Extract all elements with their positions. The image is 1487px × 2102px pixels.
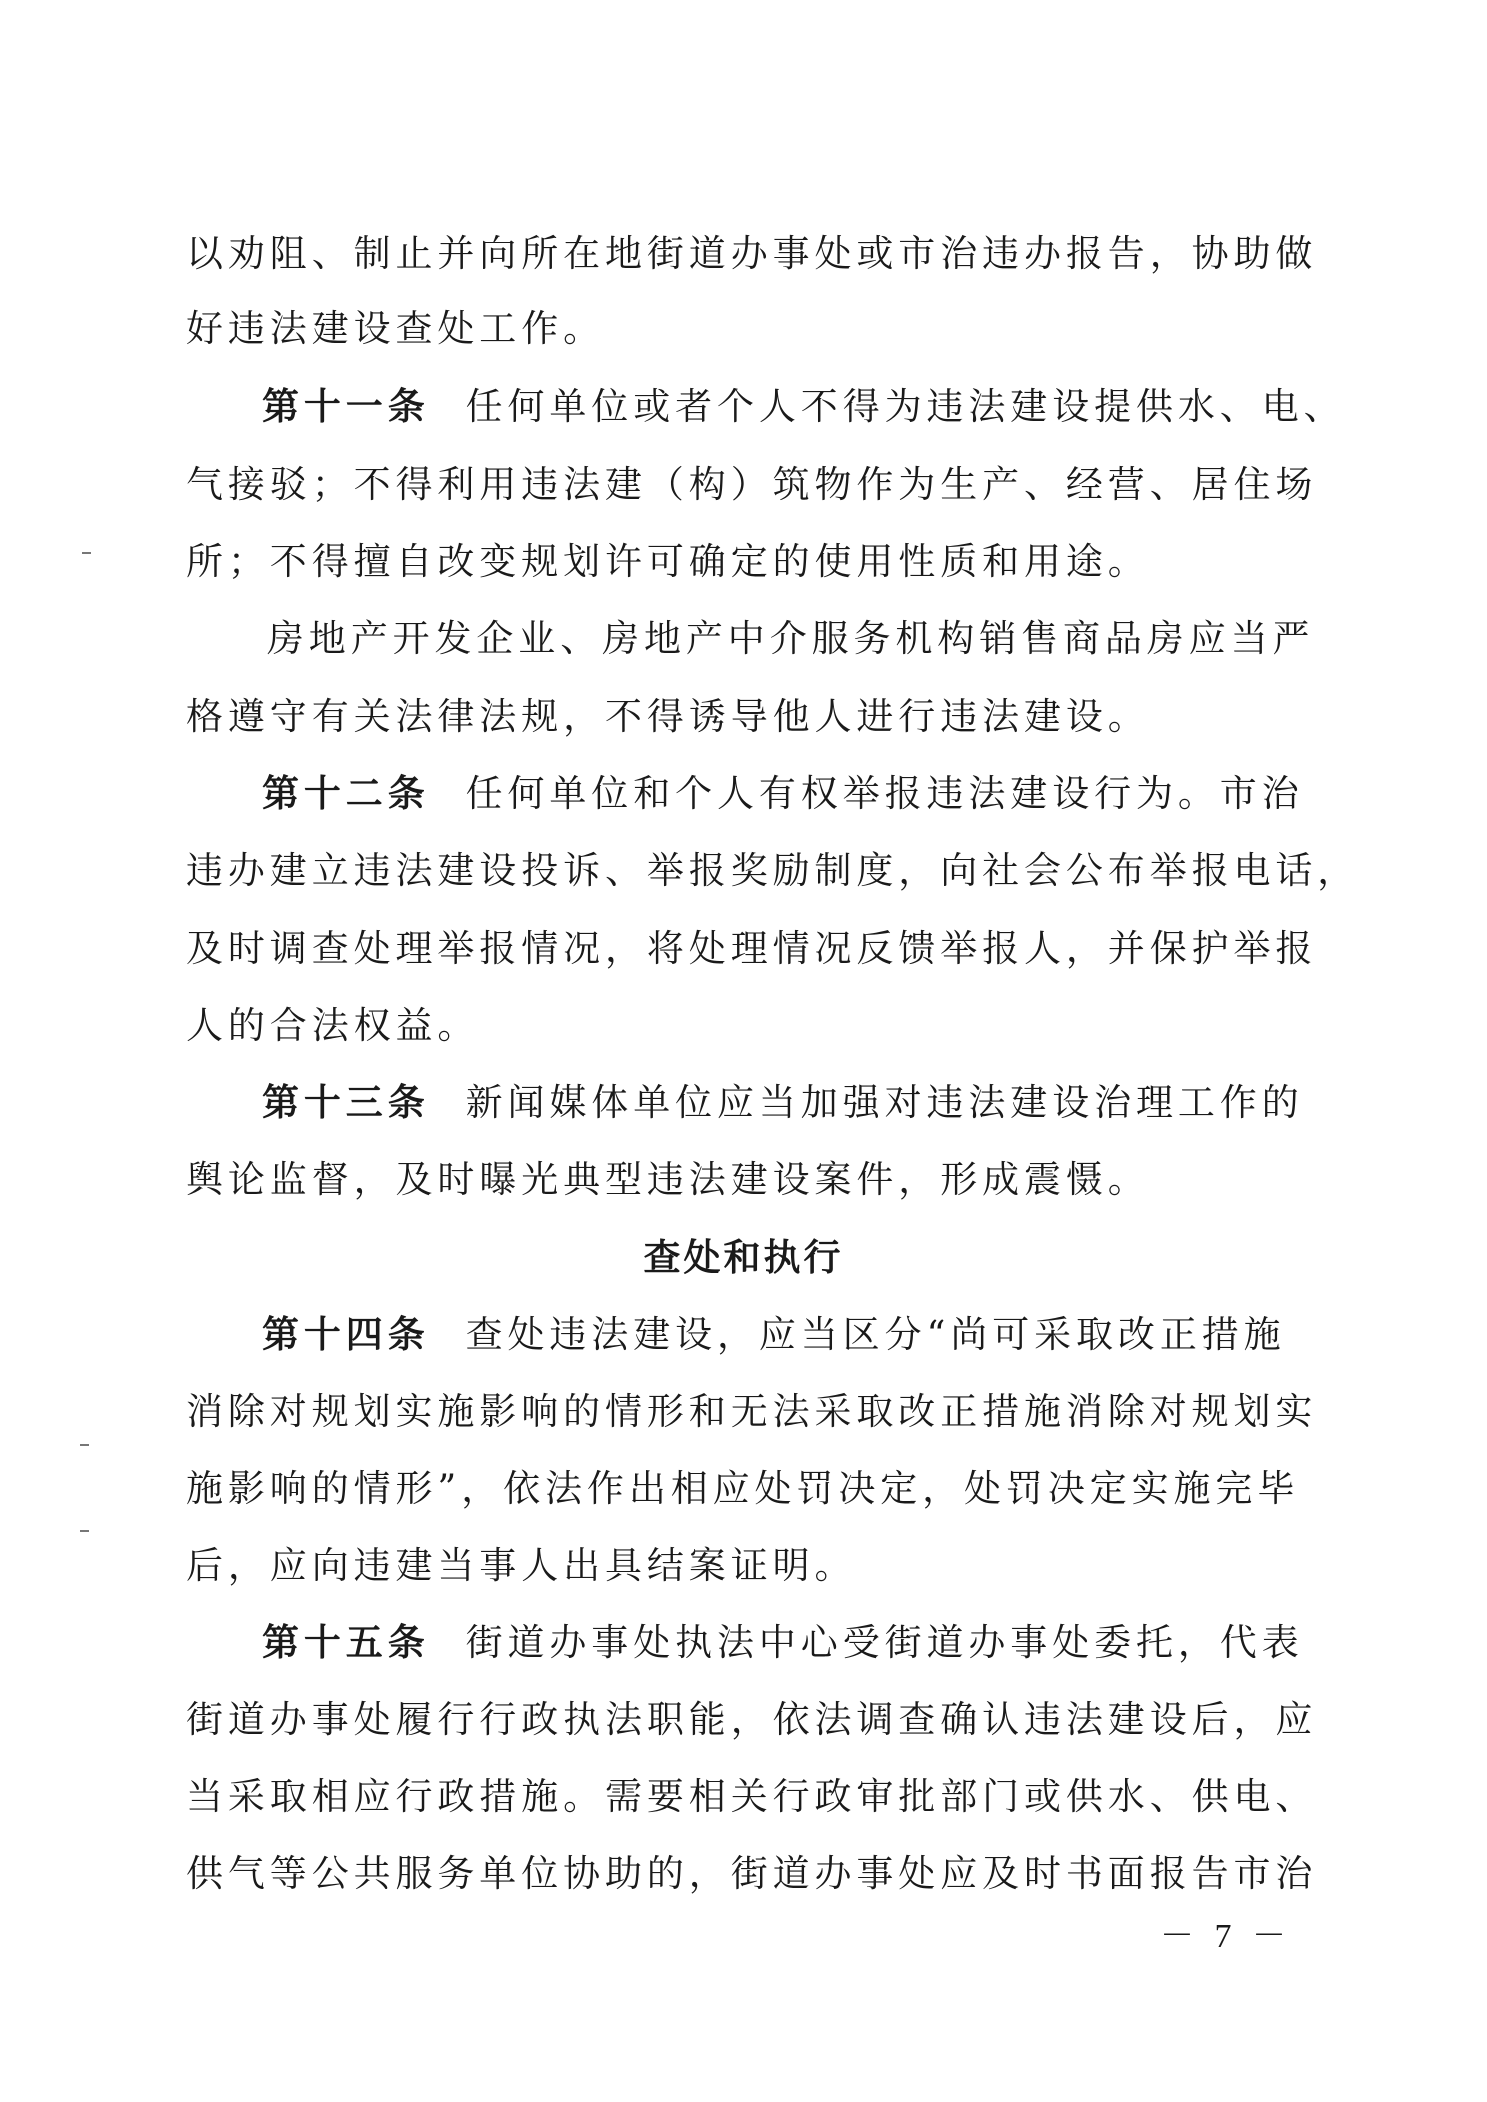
page-number: － 7 － (1160, 1918, 1292, 1955)
text-line: 及时调查处理举报情况，将处理情况反馈举报人，并保护举报 (186, 927, 1318, 970)
article-title: 第十四条 (262, 1313, 430, 1356)
text-line: 消除对规划实施影响的情形和无法采取改正措施消除对规划实 (186, 1390, 1318, 1433)
article-title: 第十二条 (262, 772, 430, 815)
section-heading: 查处和执行 (643, 1236, 844, 1279)
text-line: 施影响的情形”，依法作出相应处罚决定，处罚决定实施完毕 (186, 1467, 1300, 1510)
text-line: 舆论监督，及时曝光典型违法建设案件，形成震慑。 (186, 1158, 1150, 1201)
text-line: 后，应向违建当事人出具结案证明。 (186, 1544, 857, 1587)
article-15-line: 第十五条 街道办事处执法中心受街道办事处委托，代表 (262, 1621, 1304, 1664)
scan-mark (80, 1444, 89, 1446)
text-line: 当采取相应行政措施。需要相关行政审批部门或供水、供电、 (186, 1775, 1318, 1818)
text-line: 违办建立违法建设投诉、举报奖励制度，向社会公布举报电话， (186, 849, 1360, 892)
article-title: 第十三条 (262, 1081, 430, 1124)
text-line: 街道办事处履行行政执法职能，依法调查确认违法建设后，应 (186, 1698, 1318, 1741)
scan-mark (80, 1530, 89, 1532)
scan-mark (82, 552, 91, 554)
text-line: 所；不得擅自改变规划许可确定的使用性质和用途。 (186, 540, 1150, 583)
text-line: 气接驳；不得利用违法建（构）筑物作为生产、经营、居住场 (186, 463, 1318, 506)
article-title: 第十五条 (262, 1621, 430, 1664)
text-line: 以劝阻、制止并向所在地街道办事处或市治违办报告，协助做 (186, 232, 1318, 275)
text-line: 好违法建设查处工作。 (186, 307, 605, 350)
text-line: 房地产开发企业、房地产中介服务机构销售商品房应当严 (225, 617, 1315, 660)
article-title: 第十一条 (262, 385, 430, 428)
article-12-line: 第十二条 任何单位和个人有权举报违法建设行为。市治 (262, 772, 1304, 815)
text-line: 供气等公共服务单位协助的，街道办事处应及时书面报告市治 (186, 1852, 1318, 1895)
article-13-line: 第十三条 新闻媒体单位应当加强对违法建设治理工作的 (262, 1081, 1304, 1124)
article-14-line: 第十四条 查处违法建设，应当区分“尚可采取改正措施 (262, 1313, 1286, 1356)
text-line: 格遵守有关法律法规，不得诱导他人进行违法建设。 (186, 695, 1150, 738)
article-11-line: 第十一条 任何单位或者个人不得为违法建设提供水、电、 (262, 385, 1346, 428)
text-line: 人的合法权益。 (186, 1004, 480, 1047)
